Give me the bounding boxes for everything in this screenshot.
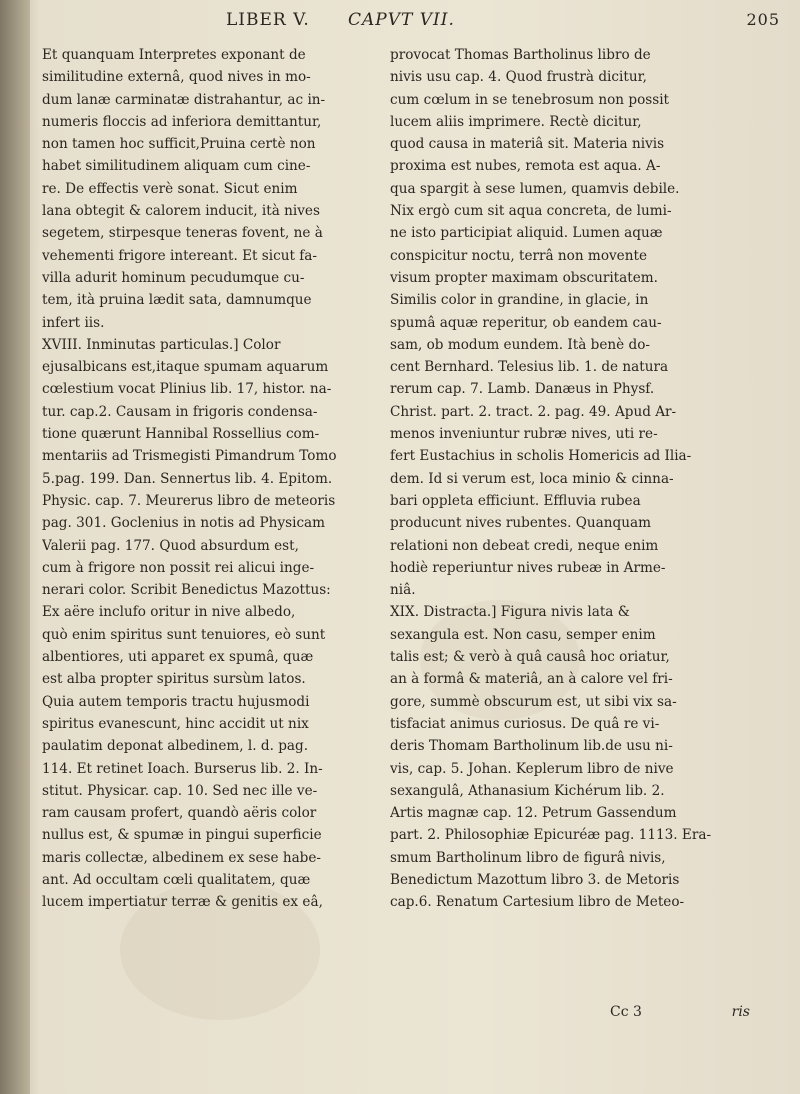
text-line: est alba propter spiritus sursùm latos. — [42, 671, 306, 688]
text-line: tione quærunt Hannibal Rossellius com- — [42, 426, 320, 443]
page-footer — [510, 1004, 750, 1026]
text-line: provocat Thomas Bartholinus libro de — [390, 47, 651, 63]
text-line: Physic. cap. 7. Meurerus libro de meteoris — [42, 492, 336, 509]
text-line: tur. cap.2. Causam in frigoris condensa- — [42, 403, 318, 420]
text-line: Et quanquam Interpretes exponant de — [42, 47, 306, 63]
text-line: cœlestium vocat Plinius lib. 17, histor. na- — [42, 381, 332, 398]
text-line: vis, cap. 5. Johan. Keplerum libro de nive — [390, 760, 674, 777]
text-line: quod causa in materiâ sit. Materia nivis — [390, 136, 665, 153]
text-line: dum lanæ carminatæ distrahantur, ac in- — [42, 91, 326, 108]
text-line: cap.6. Renatum Cartesium libro de Meteo- — [390, 894, 685, 911]
text-line: relationi non debeat credi, neque enim — [390, 537, 659, 554]
text-line: segetem, stirpesque teneras fovent, ne à — [42, 225, 323, 242]
text-line: Christ. part. 2. tract. 2. pag. 49. Apud Ar- — [390, 403, 677, 420]
text-line: Ex aëre inclufo oritur in nive albedo, — [42, 604, 296, 621]
text-line: vehementi frigore intereant. Et sicut fa- — [42, 247, 318, 264]
text-line: re. De effectis verè sonat. Sicut enim — [42, 180, 298, 197]
running-head-right: CAPVT VII. — [348, 10, 455, 30]
binding-gutter — [0, 0, 30, 1094]
text-line: lucem impertiatur terræ & genitis ex eâ, — [42, 894, 323, 911]
text-line: fert Eustachius in scholis Homericis ad Ilia- — [390, 448, 692, 465]
text-line: cum à frigore non possit rei alicui inge- — [42, 559, 315, 576]
text-line: deris Thomam Bartholinum lib.de usu ni- — [390, 738, 673, 755]
text-line: Benedictum Mazottum libro 3. de Metoris — [390, 871, 680, 888]
text-line: stitut. Physicar. cap. 10. Sed nec ille ve- — [42, 782, 318, 799]
text-line: conspicitur noctu, terrâ non movente — [390, 247, 647, 264]
text-line: bari oppleta efficiunt. Effluvia rubea — [390, 492, 641, 509]
text-line: qua spargit à sese lumen, quamvis debile. — [390, 180, 680, 197]
text-line: spiritus evanescunt, hinc accidit ut nix — [42, 715, 309, 732]
right-text-column — [390, 44, 748, 914]
text-line: visum propter maximam obscuritatem. — [390, 269, 658, 286]
text-line: spumâ aquæ reperitur, ob eandem cau- — [390, 314, 662, 331]
text-line: proxima est nubes, remota est aqua. A- — [390, 158, 661, 175]
text-line: Similis color in grandine, in glacie, in — [390, 292, 649, 309]
text-line: gore, summè obscurum est, ut sibi vix sa- — [390, 693, 677, 710]
text-line: smum Bartholinum libro de figurâ nivis, — [390, 849, 666, 866]
text-line: non tamen hoc sufficit,Pruina certè non — [42, 136, 316, 153]
text-line: ne isto participiat aliquid. Lumen aquæ — [390, 225, 663, 242]
text-line: ant. Ad occultam cœli qualitatem, quæ — [42, 871, 311, 888]
text-line: Artis magnæ cap. 12. Petrum Gassendum — [390, 805, 677, 822]
text-line: producunt nives rubentes. Quanquam — [390, 515, 651, 532]
text-line: sexangula est. Non casu, semper enim — [390, 626, 656, 643]
text-line: sam, ob modum eundem. Ità benè do- — [390, 336, 651, 353]
text-line: 114. Et retinet Ioach. Burserus lib. 2. In- — [42, 760, 323, 777]
text-line: mentariis ad Trismegisti Pimandrum Tomo — [42, 448, 337, 465]
signature-mark: Cc 3 — [610, 1004, 642, 1020]
text-line: menos inveniuntur rubræ nives, uti re- — [390, 426, 658, 443]
text-line: sexangulâ, Athanasium Kichérum lib. 2. — [390, 782, 665, 799]
text-line: lana obtegit & calorem inducit, ità nives — [42, 203, 320, 220]
text-line: habet similitudinem aliquam cum cine- — [42, 158, 311, 175]
text-line: talis est; & verò à quâ causâ hoc oriatur, — [390, 649, 670, 666]
text-line: pag. 301. Goclenius in notis ad Physicam — [42, 515, 326, 532]
running-header — [66, 10, 786, 36]
text-line: lucem aliis imprimere. Rectè dicitur, — [390, 113, 642, 130]
text-line: similitudine externâ, quod nives in mo- — [42, 69, 311, 86]
text-line: villa adurit hominum pecudumque cu- — [42, 269, 305, 286]
text-line: quò enim spiritus sunt tenuiores, eò sunt — [42, 626, 326, 643]
text-line: paulatim deponat albedinem, l. d. pag. — [42, 738, 309, 755]
text-line: Valerii pag. 177. Quod absurdum est, — [42, 537, 299, 554]
text-line: dem. Id si verum est, loca minio & cinna- — [390, 470, 674, 487]
text-line: infert iis. — [42, 314, 105, 331]
text-line: ram causam profert, quandò aëris color — [42, 805, 317, 822]
text-line: rerum cap. 7. Lamb. Danæus in Physf. — [390, 381, 655, 398]
text-line: an à formâ & materiâ, an à calore vel fri- — [390, 671, 673, 688]
text-line: tisfaciat animus curiosus. De quâ re vi- — [390, 715, 660, 732]
left-text-column — [42, 44, 374, 914]
text-line: nivis usu cap. 4. Quod frustrà dicitur, — [390, 69, 647, 86]
page-number: 205 — [746, 10, 780, 29]
text-line: Quia autem temporis tractu hujusmodi — [42, 693, 310, 710]
running-head-left: LIBER V. — [226, 10, 310, 30]
text-line: maris collectæ, albedinem ex sese habe- — [42, 849, 322, 866]
catchword: ris — [731, 1004, 750, 1020]
text-line: nullus est, & spumæ in pingui superficie — [42, 827, 322, 844]
text-line: tem, ità pruina lædit sata, damnumque — [42, 292, 312, 309]
text-line: Nix ergò cum sit aqua concreta, de lumi- — [390, 203, 672, 220]
text-line: part. 2. Philosophiæ Epicuréæ pag. 1113. Era- — [390, 827, 712, 844]
text-line: XVIII. Inminutas particulas.] Color — [42, 336, 281, 353]
text-line: XIX. Distracta.] Figura nivis lata & — [390, 604, 630, 621]
text-line: numeris floccis ad inferiora demittantur, — [42, 113, 322, 130]
text-line: albentiores, uti apparet ex spumâ, quæ — [42, 649, 314, 666]
text-line: cent Bernhard. Telesius lib. 1. de natura — [390, 359, 669, 376]
text-line: cum cœlum in se tenebrosum non possit — [390, 91, 670, 108]
text-line: niâ. — [390, 582, 416, 599]
text-line: ejusalbicans est,itaque spumam aquarum — [42, 359, 329, 376]
text-line: 5.pag. 199. Dan. Sennertus lib. 4. Epitom. — [42, 470, 333, 487]
text-line: nerari color. Scribit Benedictus Mazottus: — [42, 582, 331, 599]
text-line: hodiè reperiuntur nives rubeæ in Arme- — [390, 559, 666, 576]
